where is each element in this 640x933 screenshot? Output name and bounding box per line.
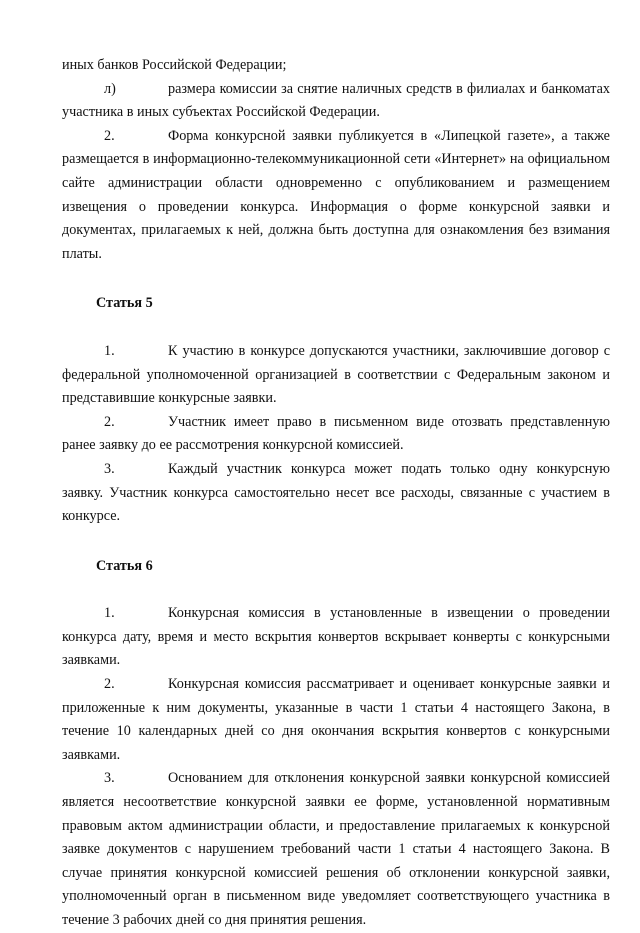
item-marker: л) bbox=[104, 80, 116, 97]
article5-item-3 bbox=[62, 458, 610, 529]
item-text: Конкурсная комиссия в установленные в извещении о проведении конкурса дату, время и место вскрытия конвертов вскрывает конверты с конкурсными заявками. bbox=[62, 605, 610, 669]
list-item-l bbox=[62, 78, 610, 125]
item-number: 2. bbox=[104, 127, 115, 144]
item-number: 1. bbox=[104, 342, 115, 359]
continuation-line: иных банков Российской Федерации; bbox=[62, 57, 287, 73]
item-number: 3. bbox=[104, 460, 115, 477]
article4-item-2 bbox=[62, 125, 610, 267]
article-6-heading: Статья 6 bbox=[96, 557, 153, 574]
item-number: 2. bbox=[104, 413, 115, 430]
article5-item-2 bbox=[62, 411, 610, 458]
item-number: 1. bbox=[104, 605, 115, 622]
document-page bbox=[62, 54, 610, 933]
article6-item-3 bbox=[62, 767, 610, 932]
item-number: 3. bbox=[104, 770, 115, 787]
item-text: Основанием для отклонения конкурсной заявки конкурсной комиссией является несоответствие конкурсной заявки ее форме, установленной нормативным правовым актом администрации области, и предоставление прилагаемых к конкурсной заявке документов с нарушением требований части 1 статьи 4 настоящего Закона. В случае принятия конкурсной комиссией решения об отклонении конкурсной заявки, уполномоченный орган в письменном виде уведомляет соответствующего участника в течение 3 рабочих дней со дня принятия решения. bbox=[62, 770, 610, 928]
article6-item-1 bbox=[62, 602, 610, 673]
item-text: Каждый участник конкурса может подать только одну конкурсную заявку. Участник конкурса самостоятельно несет все расходы, связанные с участием в конкурсе. bbox=[62, 460, 610, 525]
item-text: Участник имеет право в письменном виде отозвать представленную ранее заявку до ее рассмотрения конкурсной комиссией. bbox=[62, 413, 610, 454]
item-text: Форма конкурсной заявки публикуется в «Липецкой газете», а также размещается в информационно-телекоммуникационной сети «Интернет» на официальном сайте администрации области одновременно с опубликованием и размещением извещения о проведении конкурса. Информация о форме конкурсной заявки и документах, прилагаемых к ней, должна быть доступна для ознакомления без взимания платы. bbox=[62, 127, 610, 262]
item-number: 2. bbox=[104, 676, 115, 693]
article5-item-1 bbox=[62, 340, 610, 411]
item-text: К участию в конкурсе допускаются участники, заключившие договор с федеральной уполномоченной организацией в соответствии с Федеральным законом и представившие конкурсные заявки. bbox=[62, 342, 610, 407]
item-text: Конкурсная комиссия рассматривает и оценивает конкурсные заявки и приложенные к ним документы, указанные в части 1 статьи 4 настоящего Закона, в течение 10 календарных дней со дня окончания вскрытия конвертов с конкурсными заявками. bbox=[62, 676, 610, 763]
article6-item-2 bbox=[62, 673, 610, 767]
article-5-heading: Статья 5 bbox=[96, 295, 153, 312]
item-text: размера комиссии за снятие наличных средств в филиалах и банкоматах участника в иных субъектах Российской Федерации. bbox=[62, 80, 610, 121]
